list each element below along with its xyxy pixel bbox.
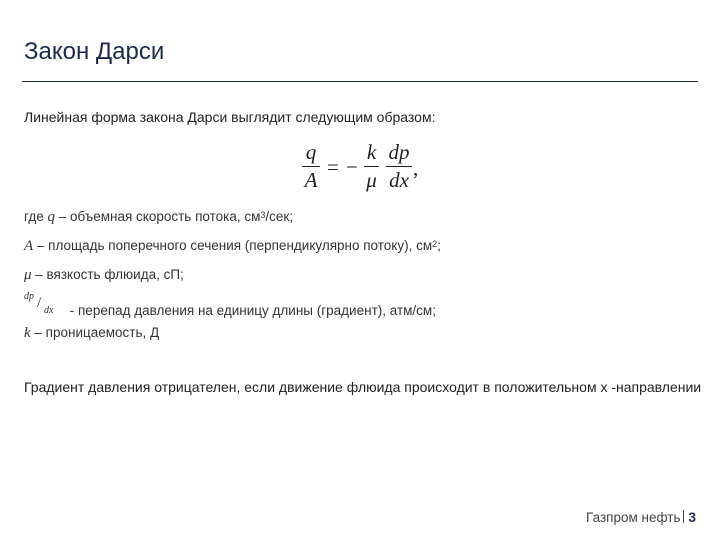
definition-suffix: /сек;: [265, 209, 294, 224]
intro-text: Линейная форма закона Дарси выглядит следующим образом:: [24, 109, 436, 125]
formula-comma: ,: [413, 156, 419, 180]
definition-row: [24, 235, 441, 264]
definition-row: [24, 322, 441, 351]
fraction-bar: [386, 166, 412, 167]
formula-q: q: [305, 140, 317, 164]
formula-equals: =: [327, 155, 339, 179]
fraction-bar: [364, 166, 379, 167]
definition-symbol: k: [24, 325, 31, 341]
fraction-bar: [302, 166, 320, 167]
gradient-symbol-bottom: dx: [44, 305, 54, 316]
formula-mu: μ: [366, 168, 377, 193]
flow-area-fraction: [302, 140, 320, 192]
definition-superscript: 2: [432, 239, 438, 249]
definition-row: [24, 264, 441, 293]
definition-prefix: где: [24, 209, 48, 224]
definition-row: [24, 206, 441, 235]
definition-suffix: ;: [437, 238, 441, 253]
formula-a: A: [304, 168, 318, 193]
formula-minus: −: [346, 155, 358, 179]
definition-symbol: A: [24, 238, 34, 254]
footer-separator: [683, 510, 684, 523]
gradient-fraction: [386, 140, 412, 192]
perm-viscosity-fraction: [364, 140, 379, 192]
definition-text: – вязкость флюида, сП;: [31, 267, 184, 282]
variable-definitions: [24, 206, 441, 351]
definition-text: – проницаемость, Д: [30, 325, 160, 340]
definition-symbol: μ: [24, 267, 32, 283]
slide-footer: [586, 510, 696, 525]
definition-text: – площадь поперечного сечения (перпендикулярно потоку), см: [33, 238, 433, 253]
title-divider: [22, 81, 698, 82]
formula-dp: dp: [388, 140, 410, 164]
darcy-formula: [302, 140, 427, 198]
gradient-symbol-slash: /: [37, 295, 42, 311]
page-number: 3: [688, 510, 696, 525]
gradient-symbol-top: dp: [24, 291, 34, 302]
formula-dx: dx: [389, 168, 409, 193]
formula-k: k: [366, 140, 377, 164]
definition-text: - перепад давления на единицу длины (градиент), атм/см;: [66, 303, 436, 318]
slide-title: Закон Дарси: [24, 38, 165, 65]
definition-text: – объемная скорость потока, см: [54, 209, 261, 224]
definition-symbol: q: [47, 209, 55, 225]
definition-row: [24, 293, 441, 322]
gradient-note: Градиент давления отрицателен, если движение флюида происходит в положительном x -направлении: [24, 379, 702, 395]
definition-superscript: 3: [260, 210, 266, 220]
company-name: Газпром нефть: [586, 510, 681, 525]
gradient-symbol: [24, 293, 66, 315]
